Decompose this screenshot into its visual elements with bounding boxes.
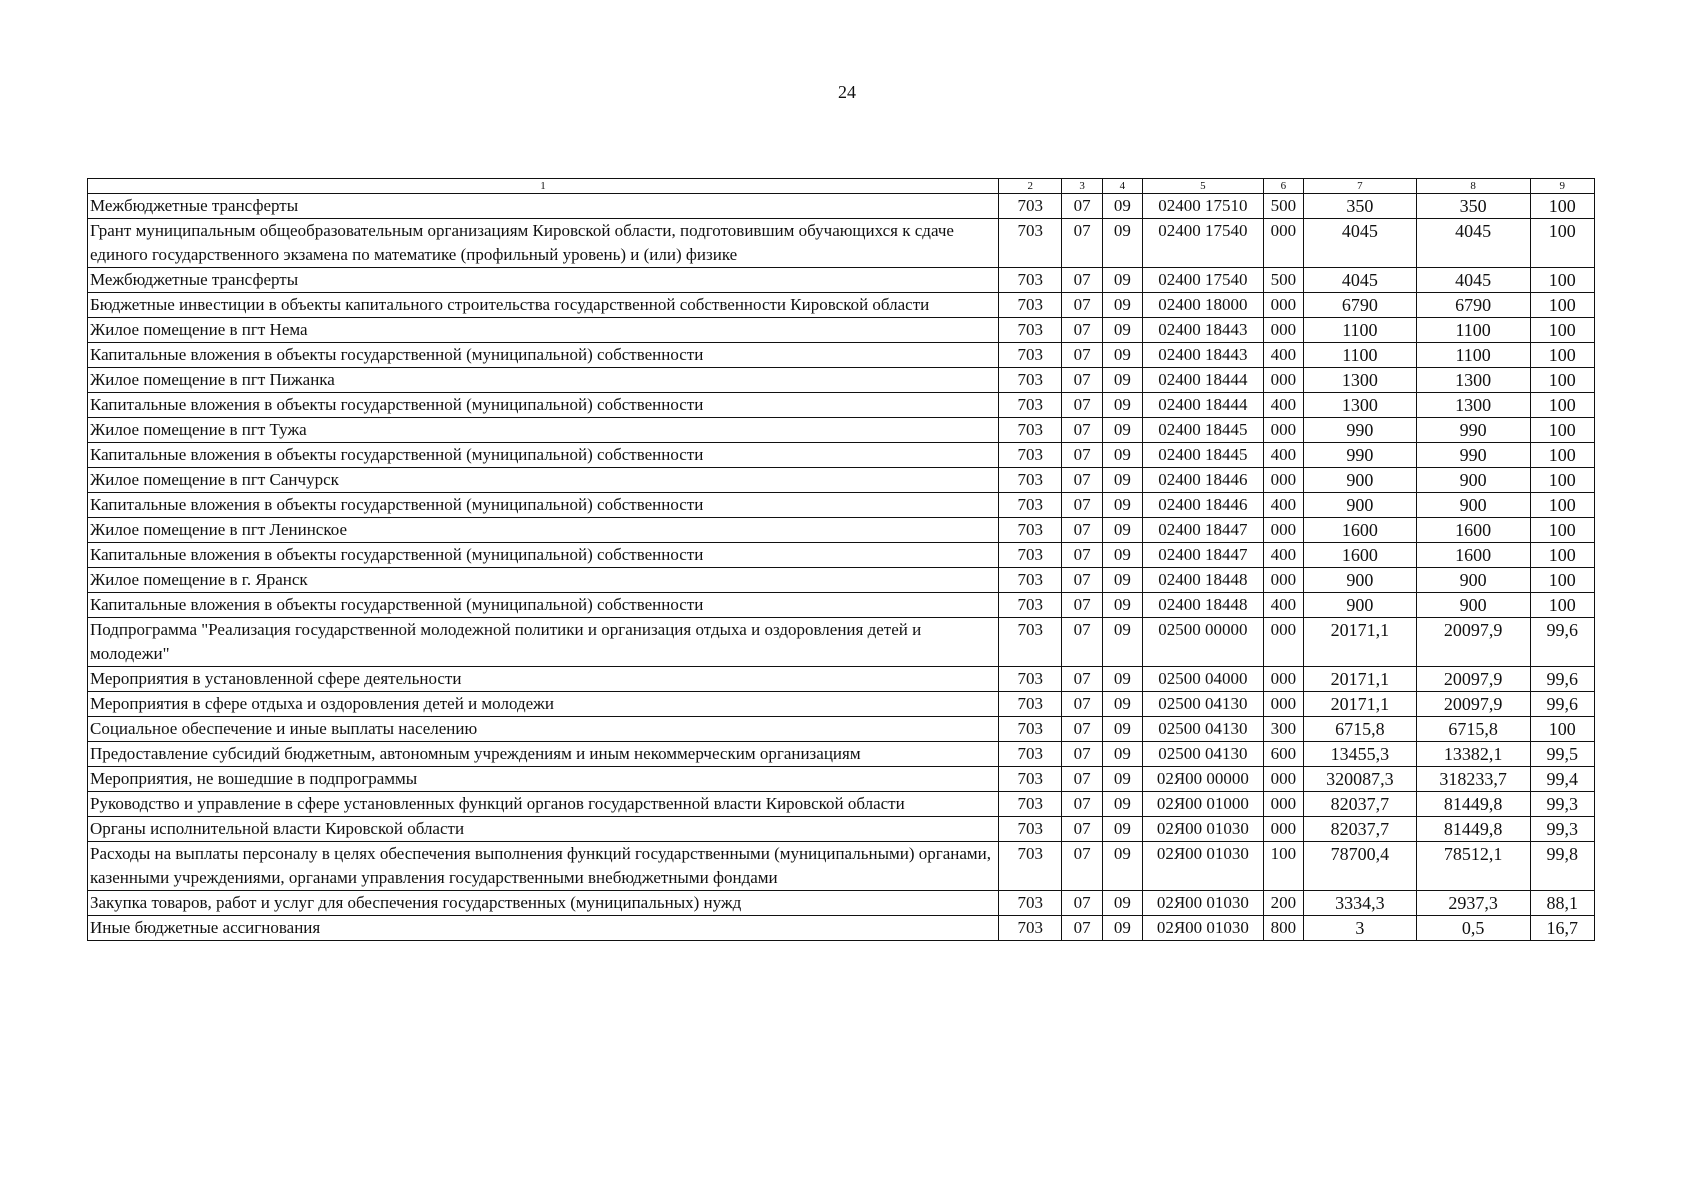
row-expense-type: 000 xyxy=(1263,667,1303,692)
row-planned: 1600 xyxy=(1304,518,1417,543)
row-percent: 99,8 xyxy=(1530,842,1594,891)
row-section: 07 xyxy=(1062,493,1102,518)
row-name: Жилое помещение в пгт Пижанка xyxy=(88,368,999,393)
row-planned: 1300 xyxy=(1304,368,1417,393)
row-percent: 100 xyxy=(1530,468,1594,493)
row-executed: 81449,8 xyxy=(1416,792,1530,817)
row-chapter: 703 xyxy=(999,343,1062,368)
row-subsection: 09 xyxy=(1102,293,1142,318)
row-subsection: 09 xyxy=(1102,194,1142,219)
row-target-article: 02400 18443 xyxy=(1142,318,1263,343)
table-row xyxy=(88,842,1595,891)
row-target-article: 02Я00 00000 xyxy=(1142,767,1263,792)
row-expense-type: 000 xyxy=(1263,767,1303,792)
header-col-8: 8 xyxy=(1416,179,1530,194)
row-target-article: 02400 18446 xyxy=(1142,468,1263,493)
row-expense-type: 000 xyxy=(1263,792,1303,817)
row-executed: 20097,9 xyxy=(1416,667,1530,692)
row-subsection: 09 xyxy=(1102,792,1142,817)
row-name: Мероприятия в сфере отдыха и оздоровления детей и молодежи xyxy=(88,692,999,717)
row-name: Капитальные вложения в объекты государственной (муниципальной) собственности xyxy=(88,393,999,418)
row-executed: 990 xyxy=(1416,443,1530,468)
row-planned: 78700,4 xyxy=(1304,842,1417,891)
row-expense-type: 000 xyxy=(1263,817,1303,842)
row-planned: 3334,3 xyxy=(1304,891,1417,916)
row-planned: 990 xyxy=(1304,418,1417,443)
row-executed: 900 xyxy=(1416,568,1530,593)
row-target-article: 02500 00000 xyxy=(1142,618,1263,667)
row-section: 07 xyxy=(1062,916,1102,941)
row-section: 07 xyxy=(1062,518,1102,543)
row-planned: 82037,7 xyxy=(1304,817,1417,842)
table-row xyxy=(88,667,1595,692)
row-percent: 100 xyxy=(1530,343,1594,368)
table-row xyxy=(88,194,1595,219)
row-executed: 20097,9 xyxy=(1416,692,1530,717)
table-body xyxy=(88,194,1595,941)
row-expense-type: 100 xyxy=(1263,842,1303,891)
row-target-article: 02400 17540 xyxy=(1142,268,1263,293)
row-planned: 900 xyxy=(1304,568,1417,593)
row-chapter: 703 xyxy=(999,293,1062,318)
row-expense-type: 000 xyxy=(1263,219,1303,268)
row-target-article: 02500 04130 xyxy=(1142,692,1263,717)
row-name: Бюджетные инвестиции в объекты капитального строительства государственной собственности Кировской области xyxy=(88,293,999,318)
row-section: 07 xyxy=(1062,293,1102,318)
row-executed: 1600 xyxy=(1416,518,1530,543)
row-percent: 100 xyxy=(1530,393,1594,418)
row-executed: 900 xyxy=(1416,593,1530,618)
row-executed: 20097,9 xyxy=(1416,618,1530,667)
table-row xyxy=(88,717,1595,742)
row-expense-type: 400 xyxy=(1263,343,1303,368)
row-executed: 1100 xyxy=(1416,318,1530,343)
table-row xyxy=(88,318,1595,343)
row-section: 07 xyxy=(1062,393,1102,418)
row-chapter: 703 xyxy=(999,393,1062,418)
row-subsection: 09 xyxy=(1102,667,1142,692)
header-row xyxy=(88,179,1595,194)
row-subsection: 09 xyxy=(1102,393,1142,418)
row-executed: 350 xyxy=(1416,194,1530,219)
row-planned: 900 xyxy=(1304,468,1417,493)
row-section: 07 xyxy=(1062,717,1102,742)
row-expense-type: 000 xyxy=(1263,518,1303,543)
row-subsection: 09 xyxy=(1102,318,1142,343)
row-planned: 20171,1 xyxy=(1304,667,1417,692)
row-name: Жилое помещение в пгт Ленинское xyxy=(88,518,999,543)
row-percent: 99,6 xyxy=(1530,667,1594,692)
table-row xyxy=(88,543,1595,568)
row-executed: 81449,8 xyxy=(1416,817,1530,842)
row-name: Капитальные вложения в объекты государственной (муниципальной) собственности xyxy=(88,493,999,518)
row-target-article: 02400 18447 xyxy=(1142,518,1263,543)
row-chapter: 703 xyxy=(999,742,1062,767)
table-row xyxy=(88,792,1595,817)
row-chapter: 703 xyxy=(999,543,1062,568)
row-percent: 16,7 xyxy=(1530,916,1594,941)
row-target-article: 02400 18445 xyxy=(1142,443,1263,468)
table-row xyxy=(88,368,1595,393)
row-percent: 100 xyxy=(1530,194,1594,219)
budget-table xyxy=(87,178,1595,941)
table-row xyxy=(88,443,1595,468)
row-subsection: 09 xyxy=(1102,842,1142,891)
row-planned: 4045 xyxy=(1304,268,1417,293)
row-chapter: 703 xyxy=(999,443,1062,468)
row-executed: 318233,7 xyxy=(1416,767,1530,792)
row-planned: 900 xyxy=(1304,493,1417,518)
row-chapter: 703 xyxy=(999,618,1062,667)
row-percent: 100 xyxy=(1530,368,1594,393)
row-percent: 100 xyxy=(1530,418,1594,443)
row-planned: 4045 xyxy=(1304,219,1417,268)
table-row xyxy=(88,692,1595,717)
row-name: Предоставление субсидий бюджетным, автономным учреждениям и иным некоммерческим организациям xyxy=(88,742,999,767)
row-planned: 3 xyxy=(1304,916,1417,941)
row-name: Межбюджетные трансферты xyxy=(88,268,999,293)
row-chapter: 703 xyxy=(999,468,1062,493)
row-subsection: 09 xyxy=(1102,468,1142,493)
row-name: Жилое помещение в пгт Тужа xyxy=(88,418,999,443)
row-target-article: 02400 18000 xyxy=(1142,293,1263,318)
row-percent: 99,4 xyxy=(1530,767,1594,792)
table-row xyxy=(88,418,1595,443)
row-target-article: 02400 18447 xyxy=(1142,543,1263,568)
header-col-3: 3 xyxy=(1062,179,1102,194)
row-percent: 100 xyxy=(1530,268,1594,293)
row-percent: 100 xyxy=(1530,219,1594,268)
row-subsection: 09 xyxy=(1102,368,1142,393)
row-chapter: 703 xyxy=(999,767,1062,792)
row-section: 07 xyxy=(1062,219,1102,268)
row-subsection: 09 xyxy=(1102,742,1142,767)
row-percent: 99,5 xyxy=(1530,742,1594,767)
row-target-article: 02Я00 01030 xyxy=(1142,817,1263,842)
row-name: Межбюджетные трансферты xyxy=(88,194,999,219)
row-section: 07 xyxy=(1062,468,1102,493)
row-chapter: 703 xyxy=(999,667,1062,692)
row-percent: 100 xyxy=(1530,293,1594,318)
row-expense-type: 600 xyxy=(1263,742,1303,767)
row-executed: 6790 xyxy=(1416,293,1530,318)
row-section: 07 xyxy=(1062,543,1102,568)
row-section: 07 xyxy=(1062,667,1102,692)
row-percent: 99,6 xyxy=(1530,618,1594,667)
row-chapter: 703 xyxy=(999,593,1062,618)
row-executed: 900 xyxy=(1416,493,1530,518)
row-name: Жилое помещение в пгт Санчурск xyxy=(88,468,999,493)
row-target-article: 02500 04130 xyxy=(1142,742,1263,767)
row-section: 07 xyxy=(1062,368,1102,393)
row-planned: 20171,1 xyxy=(1304,692,1417,717)
row-subsection: 09 xyxy=(1102,717,1142,742)
row-percent: 100 xyxy=(1530,443,1594,468)
row-percent: 100 xyxy=(1530,593,1594,618)
table-row xyxy=(88,568,1595,593)
row-executed: 900 xyxy=(1416,468,1530,493)
row-expense-type: 300 xyxy=(1263,717,1303,742)
row-expense-type: 000 xyxy=(1263,468,1303,493)
row-section: 07 xyxy=(1062,891,1102,916)
table-row xyxy=(88,618,1595,667)
row-planned: 1100 xyxy=(1304,318,1417,343)
row-subsection: 09 xyxy=(1102,418,1142,443)
table-row xyxy=(88,343,1595,368)
row-planned: 320087,3 xyxy=(1304,767,1417,792)
row-section: 07 xyxy=(1062,742,1102,767)
row-target-article: 02Я00 01030 xyxy=(1142,842,1263,891)
row-chapter: 703 xyxy=(999,717,1062,742)
row-name: Капитальные вложения в объекты государственной (муниципальной) собственности xyxy=(88,593,999,618)
row-target-article: 02400 18444 xyxy=(1142,368,1263,393)
row-name: Мероприятия, не вошедшие в подпрограммы xyxy=(88,767,999,792)
row-expense-type: 500 xyxy=(1263,194,1303,219)
row-planned: 20171,1 xyxy=(1304,618,1417,667)
row-percent: 100 xyxy=(1530,518,1594,543)
row-chapter: 703 xyxy=(999,817,1062,842)
table-row xyxy=(88,493,1595,518)
row-chapter: 703 xyxy=(999,318,1062,343)
row-target-article: 02Я00 01030 xyxy=(1142,891,1263,916)
row-subsection: 09 xyxy=(1102,443,1142,468)
row-target-article: 02400 17510 xyxy=(1142,194,1263,219)
header-col-2: 2 xyxy=(999,179,1062,194)
row-name: Органы исполнительной власти Кировской области xyxy=(88,817,999,842)
row-percent: 100 xyxy=(1530,493,1594,518)
row-percent: 100 xyxy=(1530,717,1594,742)
row-section: 07 xyxy=(1062,194,1102,219)
row-executed: 1300 xyxy=(1416,393,1530,418)
row-percent: 100 xyxy=(1530,568,1594,593)
row-subsection: 09 xyxy=(1102,593,1142,618)
row-executed: 6715,8 xyxy=(1416,717,1530,742)
row-name: Капитальные вложения в объекты государственной (муниципальной) собственности xyxy=(88,543,999,568)
row-section: 07 xyxy=(1062,593,1102,618)
header-col-9: 9 xyxy=(1530,179,1594,194)
row-percent: 99,3 xyxy=(1530,817,1594,842)
table-row xyxy=(88,593,1595,618)
row-expense-type: 000 xyxy=(1263,418,1303,443)
row-subsection: 09 xyxy=(1102,568,1142,593)
row-subsection: 09 xyxy=(1102,618,1142,667)
row-chapter: 703 xyxy=(999,916,1062,941)
header-col-7: 7 xyxy=(1304,179,1417,194)
row-subsection: 09 xyxy=(1102,543,1142,568)
header-col-6: 6 xyxy=(1263,179,1303,194)
row-section: 07 xyxy=(1062,343,1102,368)
header-col-4: 4 xyxy=(1102,179,1142,194)
row-chapter: 703 xyxy=(999,219,1062,268)
row-target-article: 02Я00 01030 xyxy=(1142,916,1263,941)
row-subsection: 09 xyxy=(1102,219,1142,268)
row-chapter: 703 xyxy=(999,418,1062,443)
row-chapter: 703 xyxy=(999,568,1062,593)
row-expense-type: 400 xyxy=(1263,443,1303,468)
row-subsection: 09 xyxy=(1102,817,1142,842)
row-chapter: 703 xyxy=(999,493,1062,518)
row-section: 07 xyxy=(1062,842,1102,891)
row-executed: 13382,1 xyxy=(1416,742,1530,767)
row-executed: 1600 xyxy=(1416,543,1530,568)
row-name: Мероприятия в установленной сфере деятельности xyxy=(88,667,999,692)
table-row xyxy=(88,742,1595,767)
row-planned: 1300 xyxy=(1304,393,1417,418)
row-subsection: 09 xyxy=(1102,891,1142,916)
row-name: Жилое помещение в пгт Нема xyxy=(88,318,999,343)
row-executed: 4045 xyxy=(1416,268,1530,293)
row-expense-type: 000 xyxy=(1263,368,1303,393)
row-executed: 990 xyxy=(1416,418,1530,443)
table-row xyxy=(88,767,1595,792)
row-planned: 6790 xyxy=(1304,293,1417,318)
row-target-article: 02400 18445 xyxy=(1142,418,1263,443)
row-target-article: 02400 18448 xyxy=(1142,568,1263,593)
row-expense-type: 800 xyxy=(1263,916,1303,941)
row-target-article: 02Я00 01000 xyxy=(1142,792,1263,817)
table-row xyxy=(88,518,1595,543)
row-target-article: 02400 17540 xyxy=(1142,219,1263,268)
row-section: 07 xyxy=(1062,767,1102,792)
row-executed: 0,5 xyxy=(1416,916,1530,941)
table-row xyxy=(88,268,1595,293)
row-section: 07 xyxy=(1062,692,1102,717)
row-planned: 350 xyxy=(1304,194,1417,219)
row-subsection: 09 xyxy=(1102,767,1142,792)
row-chapter: 703 xyxy=(999,792,1062,817)
row-executed: 4045 xyxy=(1416,219,1530,268)
row-chapter: 703 xyxy=(999,368,1062,393)
row-expense-type: 400 xyxy=(1263,393,1303,418)
row-percent: 99,3 xyxy=(1530,792,1594,817)
table-row xyxy=(88,817,1595,842)
page-number: 24 xyxy=(838,82,856,102)
row-percent: 100 xyxy=(1530,543,1594,568)
row-chapter: 703 xyxy=(999,891,1062,916)
row-name: Закупка товаров, работ и услуг для обеспечения государственных (муниципальных) нужд xyxy=(88,891,999,916)
row-target-article: 02400 18448 xyxy=(1142,593,1263,618)
row-name: Капитальные вложения в объекты государственной (муниципальной) собственности xyxy=(88,443,999,468)
row-subsection: 09 xyxy=(1102,343,1142,368)
header-col-5: 5 xyxy=(1142,179,1263,194)
row-planned: 900 xyxy=(1304,593,1417,618)
row-expense-type: 000 xyxy=(1263,568,1303,593)
row-chapter: 703 xyxy=(999,194,1062,219)
table-row xyxy=(88,891,1595,916)
row-section: 07 xyxy=(1062,568,1102,593)
row-expense-type: 400 xyxy=(1263,493,1303,518)
row-executed: 2937,3 xyxy=(1416,891,1530,916)
row-subsection: 09 xyxy=(1102,692,1142,717)
row-executed: 1300 xyxy=(1416,368,1530,393)
row-target-article: 02500 04130 xyxy=(1142,717,1263,742)
row-planned: 1600 xyxy=(1304,543,1417,568)
row-name: Подпрограмма "Реализация государственной молодежной политики и организация отдыха и оздоровления детей и молодежи" xyxy=(88,618,999,667)
row-subsection: 09 xyxy=(1102,916,1142,941)
row-section: 07 xyxy=(1062,318,1102,343)
row-expense-type: 000 xyxy=(1263,318,1303,343)
row-name: Иные бюджетные ассигнования xyxy=(88,916,999,941)
row-name: Социальное обеспечение и иные выплаты населению xyxy=(88,717,999,742)
row-expense-type: 000 xyxy=(1263,293,1303,318)
row-expense-type: 500 xyxy=(1263,268,1303,293)
row-expense-type: 000 xyxy=(1263,692,1303,717)
header-col-1: 1 xyxy=(88,179,999,194)
row-section: 07 xyxy=(1062,418,1102,443)
row-name: Капитальные вложения в объекты государственной (муниципальной) собственности xyxy=(88,343,999,368)
row-percent: 100 xyxy=(1530,318,1594,343)
row-executed: 1100 xyxy=(1416,343,1530,368)
row-section: 07 xyxy=(1062,618,1102,667)
table-row xyxy=(88,468,1595,493)
table-row xyxy=(88,293,1595,318)
row-target-article: 02400 18446 xyxy=(1142,493,1263,518)
row-chapter: 703 xyxy=(999,518,1062,543)
row-subsection: 09 xyxy=(1102,268,1142,293)
table-row xyxy=(88,393,1595,418)
row-planned: 13455,3 xyxy=(1304,742,1417,767)
row-name: Расходы на выплаты персоналу в целях обеспечения выполнения функций государственными (муниципальными) органами, казенными учреждениями, органами управления государственными внебюджетными фондами xyxy=(88,842,999,891)
row-planned: 1100 xyxy=(1304,343,1417,368)
row-target-article: 02400 18443 xyxy=(1142,343,1263,368)
row-name: Грант муниципальным общеобразовательным организациям Кировской области, подготовившим обучающихся к сдаче единого государственного экзамена по математике (профильный уровень) и (или) физике xyxy=(88,219,999,268)
table-row xyxy=(88,916,1595,941)
row-subsection: 09 xyxy=(1102,493,1142,518)
row-expense-type: 200 xyxy=(1263,891,1303,916)
row-planned: 82037,7 xyxy=(1304,792,1417,817)
row-expense-type: 400 xyxy=(1263,593,1303,618)
row-name: Жилое помещение в г. Яранск xyxy=(88,568,999,593)
row-planned: 6715,8 xyxy=(1304,717,1417,742)
row-subsection: 09 xyxy=(1102,518,1142,543)
row-chapter: 703 xyxy=(999,692,1062,717)
row-chapter: 703 xyxy=(999,268,1062,293)
row-target-article: 02500 04000 xyxy=(1142,667,1263,692)
row-percent: 88,1 xyxy=(1530,891,1594,916)
row-name: Руководство и управление в сфере установленных функций органов государственной власти Кировской области xyxy=(88,792,999,817)
row-executed: 78512,1 xyxy=(1416,842,1530,891)
table-row xyxy=(88,219,1595,268)
row-target-article: 02400 18444 xyxy=(1142,393,1263,418)
row-section: 07 xyxy=(1062,792,1102,817)
row-planned: 990 xyxy=(1304,443,1417,468)
row-expense-type: 000 xyxy=(1263,618,1303,667)
row-percent: 99,6 xyxy=(1530,692,1594,717)
row-chapter: 703 xyxy=(999,842,1062,891)
row-section: 07 xyxy=(1062,443,1102,468)
row-expense-type: 400 xyxy=(1263,543,1303,568)
row-section: 07 xyxy=(1062,817,1102,842)
row-section: 07 xyxy=(1062,268,1102,293)
